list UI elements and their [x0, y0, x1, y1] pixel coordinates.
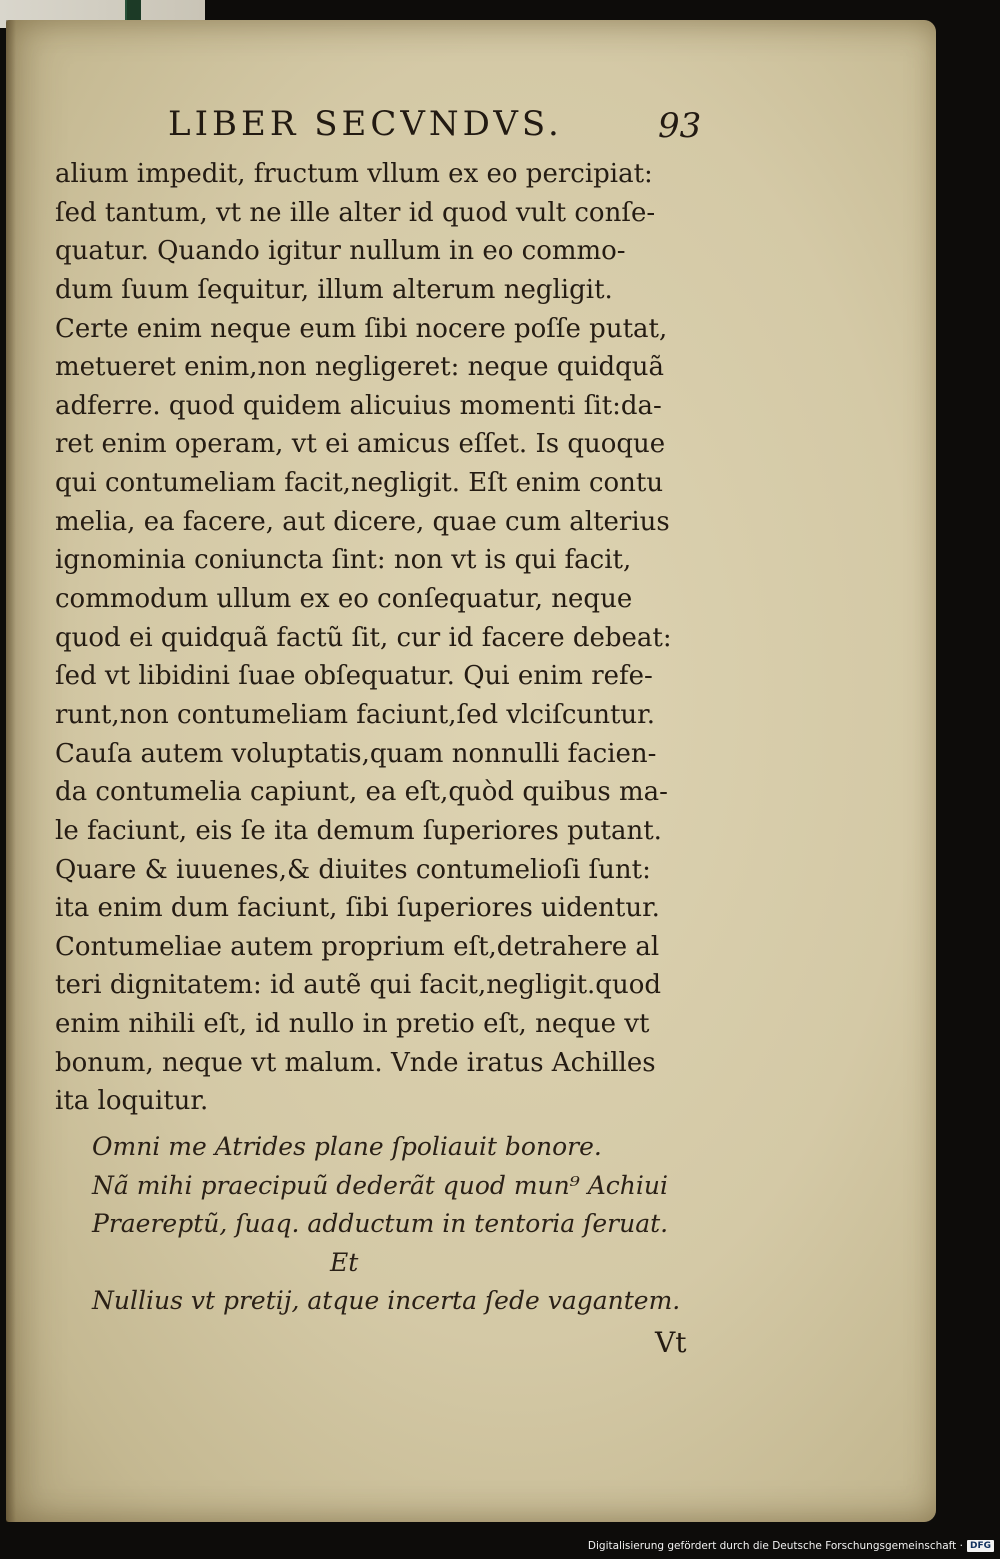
- text-line: ret enim operam, vt ei amicus eſſet. Is quoque: [55, 429, 666, 460]
- page-number: 93: [658, 106, 702, 146]
- text-line: dum ſuum ſequitur, illum alterum negligit.: [55, 274, 613, 305]
- text-line: teri dignitatem: id autẽ qui facit,negligit.quod: [55, 970, 661, 1001]
- text-line: ſed tantum, vt ne ille alter id quod vult conſe-: [55, 197, 656, 228]
- text-line: le faciunt, eis ſe ita demum ſuperiores putant.: [55, 815, 662, 846]
- text-line: Cauſa autem voluptatis,quam nonnulli facien-: [55, 738, 657, 769]
- text-line: ſed vt libidini ſuae obſequatur. Qui enim refe-: [55, 661, 653, 692]
- text-line: quatur. Quando igitur nullum in eo commo-: [55, 236, 626, 267]
- verse-line: Nullius vt pretij, atque incerta ſede vagantem.: [92, 1286, 681, 1315]
- running-head: LIBER SECVNDVS.: [168, 104, 563, 144]
- text-line: ita loquitur.: [55, 1086, 209, 1117]
- verse-line: Praereptũ, ſuaq. adductum in tentoria ſeruat.: [92, 1209, 669, 1238]
- text-line: ignominia coniuncta ſint: non vt is qui facit,: [55, 545, 632, 576]
- catchword: Vt: [655, 1326, 687, 1359]
- text-line: enim nihili eſt, id nullo in pretio eſt, neque vt: [55, 1009, 650, 1040]
- verse-line: Omni me Atrides plane ſpoliauit bonore.: [92, 1132, 602, 1161]
- text-line: Contumeliae autem proprium eſt,detrahere al: [55, 931, 660, 962]
- page-gutter-shadow: [6, 20, 16, 1522]
- text-line: qui contumeliam facit,negligit. Eſt enim contu: [55, 468, 664, 499]
- verse-connector: Et: [330, 1247, 359, 1277]
- credit-text: Digitalisierung gefördert durch die Deutsche Forschungsgemeinschaft ·: [587, 1540, 963, 1552]
- text-line: Quare & iuuenes,& diuites contumelioſi ſunt:: [55, 854, 651, 885]
- verse-line: Nã mihi praecipuũ dederãt quod mun⁹ Achiui: [92, 1170, 668, 1200]
- dfg-logo: DFG: [967, 1540, 994, 1552]
- text-line: metueret enim,non negligeret: neque quidquã: [55, 352, 665, 383]
- text-line: quod ei quidquã factũ ſit, cur id facere debeat:: [55, 622, 672, 653]
- text-line: da contumelia capiunt, ea eſt,quòd quibus ma-: [55, 777, 668, 808]
- text-line: adferre. quod quidem alicuius momenti ſit:da-: [55, 390, 662, 421]
- text-line: bonum, neque vt malum. Vnde iratus Achilles: [55, 1047, 656, 1078]
- verse-quotation: [92, 1128, 712, 1321]
- body-text: [55, 155, 715, 1121]
- text-line: commodum ullum ex eo conſequatur, neque: [55, 584, 633, 615]
- digitization-credit: [588, 1540, 994, 1552]
- text-line: melia, ea facere, aut dicere, quae cum alterius: [55, 506, 670, 537]
- text-line: runt,non contumeliam faciunt,ſed vlciſcuntur.: [55, 699, 655, 730]
- text-line: Certe enim neque eum ſibi nocere poſſe putat,: [55, 313, 668, 344]
- text-line: ita enim dum faciunt, ſibi ſuperiores uidentur.: [55, 893, 660, 924]
- text-line: alium impedit, fructum vllum ex eo percipiat:: [55, 159, 653, 189]
